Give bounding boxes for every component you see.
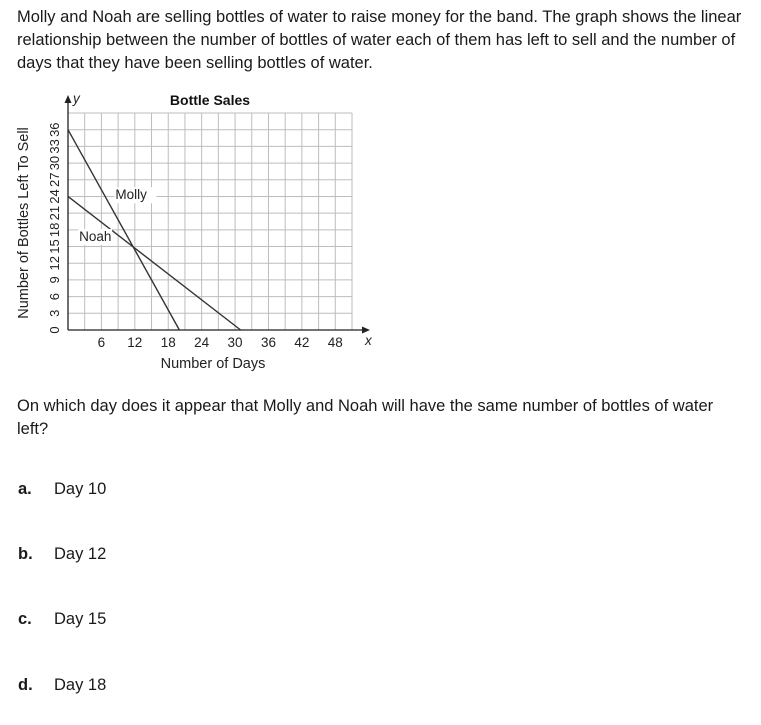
y-tick-label: 9: [47, 276, 62, 284]
choice-letter: c.: [18, 610, 32, 628]
y-tick-label: 24: [47, 189, 62, 204]
x-tick-label: 42: [294, 335, 310, 350]
choice-letter: a.: [18, 480, 32, 498]
series-label-molly: Molly: [115, 187, 147, 203]
question-prompt: On which day does it appear that Molly and Noah will have the same number of bottles of water left?: [17, 397, 714, 438]
answer-choice-c[interactable]: [18, 608, 106, 630]
x-tick-label: 12: [127, 335, 143, 350]
chart-title: Bottle Sales: [169, 92, 251, 108]
x-tick-label: 24: [194, 335, 210, 350]
y-tick-label: 6: [47, 292, 62, 301]
y-tick-label: 21: [47, 205, 62, 221]
question-intro: Molly and Noah are selling bottles of water to raise money for the band. The graph shows the linear relationship between the number of bottles of water each of them has left to sell and the number of days that they have been selling bottles of water.: [17, 8, 742, 72]
y-tick-label: 15: [47, 239, 62, 254]
choice-text: Day 15: [54, 610, 107, 628]
answer-choice-d[interactable]: [18, 674, 106, 696]
y-tick-label: 3: [47, 309, 62, 317]
y-axis-title: Number of Bottles Left To Sell: [16, 127, 32, 319]
y-axis-letter: y: [73, 91, 80, 106]
y-tick-label: 30: [47, 155, 62, 171]
y-tick-label: 33: [47, 139, 62, 154]
choice-letter: b.: [18, 545, 33, 563]
y-tick-label: 12: [47, 255, 62, 271]
y-tick-label: 36: [47, 122, 62, 137]
choice-text: Day 10: [54, 480, 107, 498]
choice-text: Day 18: [54, 676, 107, 694]
x-tick-label: 36: [260, 335, 276, 350]
x-tick-label: 6: [97, 335, 106, 350]
x-axis-title: Number of Days: [160, 356, 266, 372]
answer-choice-a[interactable]: [18, 478, 106, 500]
x-tick-label: 18: [160, 335, 176, 350]
choice-letter: d.: [18, 676, 33, 694]
y-tick-label: 18: [47, 222, 62, 238]
y-tick-label: 0: [47, 326, 62, 334]
x-tick-label: 30: [227, 335, 243, 350]
x-axis-letter: x: [365, 333, 372, 348]
chart-axes: [65, 95, 371, 334]
y-axis-arrow: [65, 95, 72, 103]
x-tick-label: 48: [327, 335, 343, 350]
series-label-noah: Noah: [79, 228, 112, 244]
y-tick-label: 27: [47, 172, 62, 188]
choice-text: Day 12: [54, 545, 107, 563]
chart-grid: [68, 113, 352, 330]
answer-choice-b[interactable]: [18, 543, 106, 565]
bottle-sales-chart: [0, 86, 400, 386]
